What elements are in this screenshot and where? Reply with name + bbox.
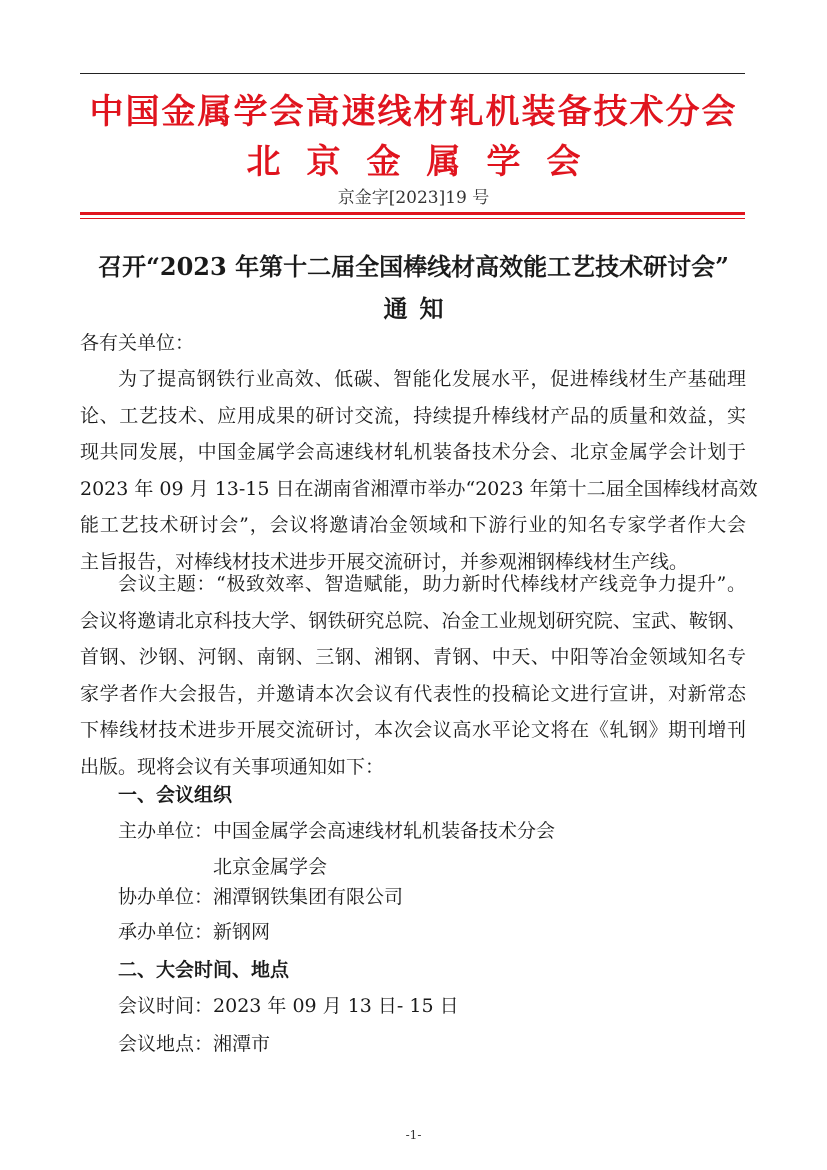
- notice-subtitle: 通知: [383, 294, 456, 323]
- co-organizer-row: [118, 879, 403, 916]
- red-header-rule-thin: [80, 218, 745, 219]
- co-organizer-label: 协办单位：: [118, 886, 214, 908]
- meeting-place-row: [118, 1026, 270, 1063]
- meeting-time-row: [118, 988, 459, 1025]
- organizer-value: 中国金属学会高速线材轧机装备技术分会: [213, 820, 556, 842]
- paragraph-line: 家学者作大会报告，并邀请本次会议有代表性的投稿论文进行宣讲，对新常态: [80, 682, 746, 705]
- section-heading-time-place: 二、大会时间、地点: [118, 959, 290, 981]
- paragraph-line: 下棒线材技术进步开展交流研讨，本次会议高水平论文将在《轧钢》期刊增刊: [80, 719, 746, 742]
- notice-title: 召开“2023 年第十二届全国棒线材高效能工艺技术研讨会”: [98, 252, 729, 281]
- section-heading-organization: 一、会议组织: [118, 784, 233, 806]
- paragraph-line: 会议将邀请北京科技大学、钢铁研究总院、冶金工业规划研究院、宝武、鞍钢、: [80, 609, 746, 632]
- paragraph-line: 首钢、沙钢、河钢、南钢、三钢、湘钢、青钢、中天、中阳等冶金领域知名专: [80, 646, 746, 669]
- meeting-place-label: 会议地点：: [118, 1033, 214, 1055]
- meeting-time-value: 2023 年 09 月 13 日- 15 日: [213, 995, 459, 1017]
- paragraph-line: 能工艺技术研讨会”，会议将邀请冶金领域和下游行业的知名专家学者作大会: [80, 514, 746, 537]
- top-divider: [80, 73, 745, 74]
- organizer-value-2: 北京金属学会: [213, 856, 328, 878]
- issuer-name-primary: 中国金属学会高速线材轧机装备技术分会: [89, 92, 738, 132]
- paragraph-intro: [80, 361, 758, 581]
- paragraph-line: 主旨报告，对棒线材技术进步开展交流研讨，并参观湘钢棒线材生产线。: [80, 550, 689, 573]
- salutation: 各有关单位：: [80, 332, 195, 354]
- paragraph-line: 会议主题：“极致效率、智造赋能，助力新时代棒线材产线竞争力提升”。: [118, 573, 746, 595]
- page-number: -1-: [405, 1128, 422, 1142]
- issuer-name-secondary: 北京金属学会: [246, 142, 607, 182]
- meeting-time-label: 会议时间：: [118, 995, 214, 1017]
- organizer-row: [118, 813, 555, 850]
- paragraph-line: 现共同发展，中国金属学会高速线材轧机装备技术分会、北京金属学会计划于: [80, 441, 746, 464]
- paragraph-line: 出版。现将会议有关事项通知如下：: [80, 755, 385, 778]
- meeting-place-value: 湘潭市: [213, 1033, 271, 1055]
- host-label: 承办单位：: [118, 921, 214, 943]
- document-number: 京金字[2023]19 号: [337, 188, 490, 208]
- paragraph-theme: [80, 566, 746, 786]
- red-header-rule-thick: [80, 212, 745, 215]
- co-organizer-value: 湘潭钢铁集团有限公司: [213, 886, 404, 908]
- host-row: [118, 914, 270, 951]
- paragraph-line: 2023 年 09 月 13-15 日在湖南省湘潭市举办“2023 年第十二届全国棒线材高效: [80, 477, 758, 500]
- paragraph-line: 论、工艺技术、应用成果的研讨交流，持续提升棒线材产品的质量和效益，实: [80, 404, 746, 427]
- organizer-label: 主办单位：: [118, 820, 214, 842]
- paragraph-line: 为了提高钢铁行业高效、低碳、智能化发展水平，促进棒线材生产基础理: [118, 368, 746, 390]
- host-value: 新钢网: [213, 921, 271, 943]
